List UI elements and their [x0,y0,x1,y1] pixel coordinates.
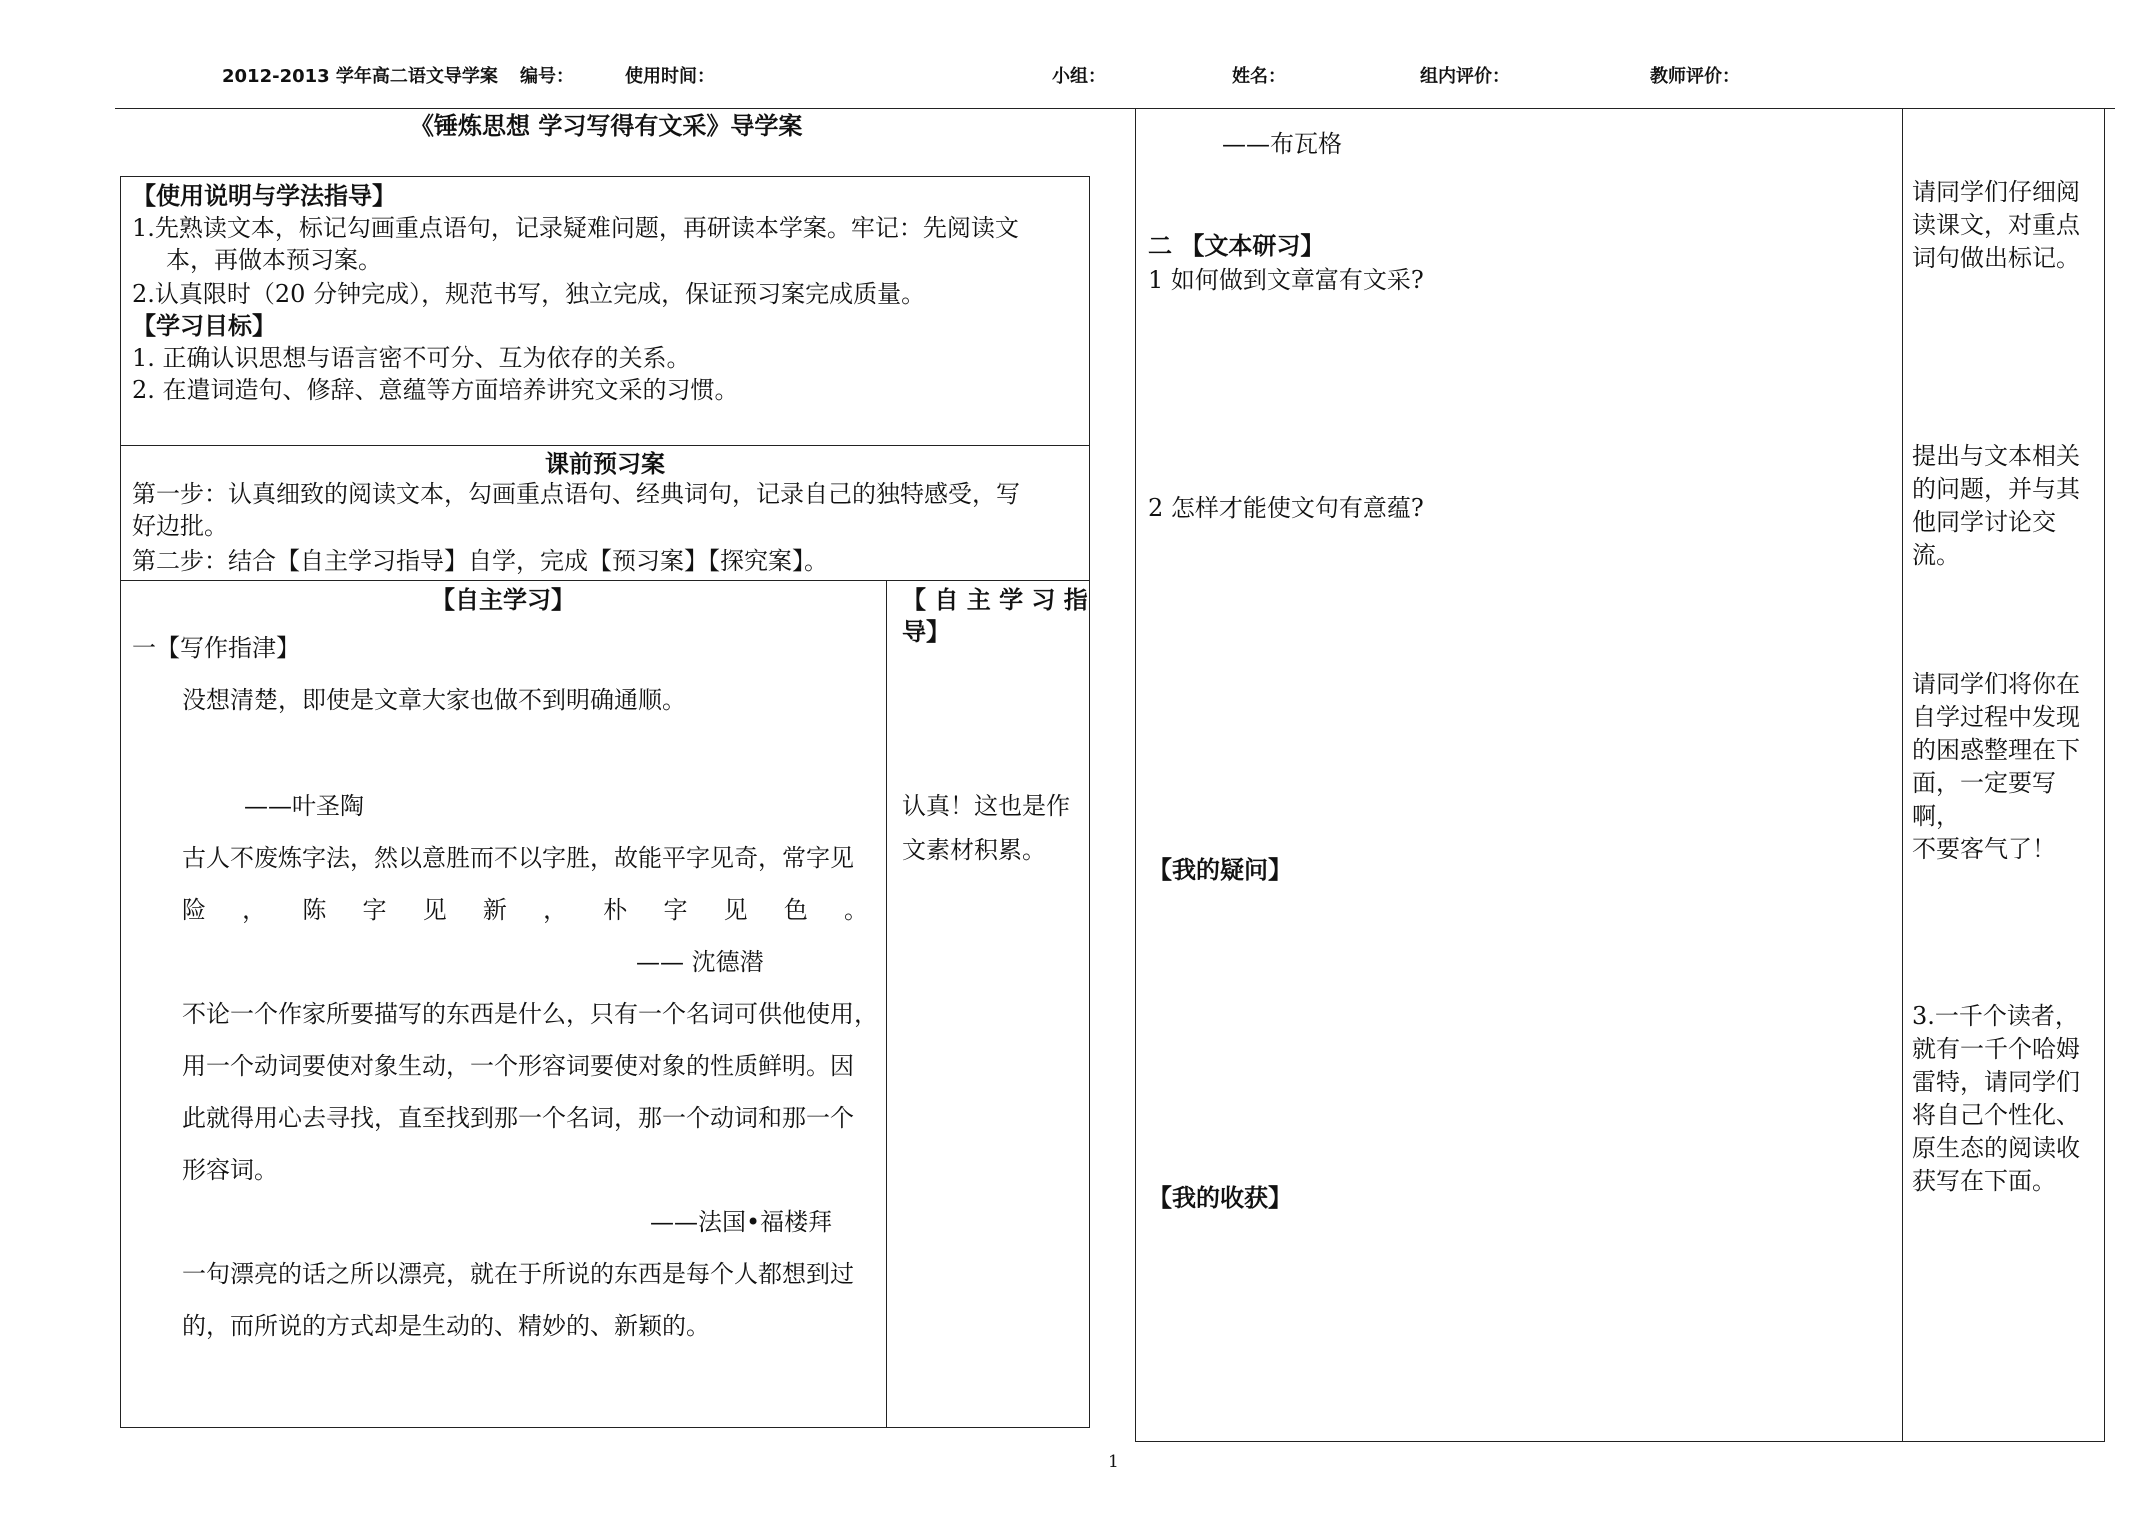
name-label: 姓名： [1232,66,1286,87]
instruction-item-1: 1.先熟读文本，标记勾画重点语句，记录疑难问题，再研读本学案。牢记：先阅读文 [132,214,1019,242]
instruction-item-1-cont: 本，再做本预习案。 [166,246,382,274]
guide-note-cont: 文素材积累。 [902,836,1046,864]
goal-1: 1. 正确认识思想与语言密不可分、互为依存的关系。 [132,344,691,372]
side-note-line: 读课文，对重点 [1912,211,2080,239]
guide-heading: 【 自 主 学 习 指 [902,586,1088,614]
side-note-line: 请同学们将你在 [1912,670,2080,698]
side-note-line: 提出与文本相关 [1912,442,2080,470]
author-3: ——法国•福楼拜 [650,1208,833,1236]
quote-4: 一句漂亮的话之所以漂亮，就在于所说的东西是每个人都想到过 [182,1260,854,1288]
instructions-heading: 【使用说明与学法指导】 [132,182,396,210]
document-title: 《锤炼思想 学习写得有文采》导学案 [410,112,803,140]
goal-2: 2. 在遣词造句、修辞、意蕴等方面培养讲究文采的习惯。 [132,376,739,404]
question-2: 2 怎样才能使文句有意蕴? [1148,494,1424,522]
author-1: ——叶圣陶 [244,792,364,820]
quote-3-cont-1: 用一个动词要使对象生动，一个形容词要使对象的性质鲜明。因 [182,1052,854,1080]
my-gains-heading: 【我的收获】 [1148,1184,1292,1212]
page-number: 1 [1108,1452,1119,1472]
side-note-line: 面，一定要写啊， [1912,769,2056,830]
side-note-line: 词句做出标记。 [1912,244,2080,272]
side-note-line: 就有一千个哈姆 [1912,1035,2080,1063]
side-note-line: 不要客气了！ [1912,835,2056,863]
quote-3: 不论一个作家所要描写的东西是什么，只有一个名词可供他使用， [182,1000,878,1028]
quote-4-cont: 的，而所说的方式却是生动的、精妙的、新颖的。 [182,1312,710,1340]
side-note-line: 原生态的阅读收 [1912,1134,2080,1162]
quote-2: 古人不废炼字法，然以意胜而不以字胜，故能平字见奇，常字见 [182,844,854,872]
divider-guide-column [886,580,887,1428]
side-note-discuss [1912,440,2102,572]
side-note-line: 雷特，请同学们 [1912,1068,2080,1096]
divider-side-column [1902,108,1903,1442]
side-note-line: 获写在下面。 [1912,1167,2056,1195]
author-2: —— 沈德潜 [636,948,764,976]
side-note-doubts [1912,668,2102,866]
author-top: ——布瓦格 [1222,130,1342,158]
use-time-label: 使用时间： [625,66,715,87]
guide-note: 认真！这也是作 [902,792,1070,820]
group-eval-label: 组内评价： [1420,66,1510,87]
side-note-line: 请同学们仔细阅 [1912,178,2080,206]
quote-3-cont-2: 此就得用心去寻找，直至找到那一个名词，那一个动词和那一个 [182,1104,854,1132]
writing-guide-heading: 一【写作指津】 [132,634,300,662]
goals-heading: 【学习目标】 [132,312,276,340]
preview-step-1-cont: 好边批。 [132,512,228,540]
side-note-line: 3.一千个读者， [1912,1002,2079,1030]
side-note-line: 他同学讨论交流。 [1912,508,2056,569]
self-study-heading: 【自主学习】 [431,586,575,614]
preview-heading: 课前预习案 [545,450,665,478]
group-label: 小组： [1052,66,1106,87]
my-questions-heading: 【我的疑问】 [1148,856,1292,884]
teacher-eval-label: 教师评价： [1650,66,1740,87]
school-year-label: 2012-2013 学年高二语文导学案 [222,66,498,87]
side-note-gains [1912,1000,2102,1198]
preview-step-2: 第二步：结合【自主学习指导】自学，完成【预习案】【探究案】。 [132,547,828,575]
question-1: 1 如何做到文章富有文采? [1148,266,1424,294]
text-study-heading: 二 【文本研习】 [1148,232,1325,260]
side-note-mark-text [1912,176,2102,275]
quote-2-cont: 险 ， 陈 字 见 新 ， 朴 字 见 色 。 [182,896,868,924]
divider-instructions [120,445,1090,446]
number-label: 编号： [520,66,574,87]
divider-preview [120,580,1090,581]
side-note-line: 的问题，并与其 [1912,475,2080,503]
quote-1: 没想清楚，即使是文章大家也做不到明确通顺。 [182,686,686,714]
side-note-line: 的困惑整理在下 [1912,736,2080,764]
side-note-line: 自学过程中发现 [1912,703,2080,731]
preview-step-1: 第一步：认真细致的阅读文本，勾画重点语句、经典词句，记录自己的独特感受，写 [132,480,1020,508]
quote-3-cont-3: 形容词。 [182,1156,278,1184]
side-note-line: 将自己个性化、 [1912,1101,2080,1129]
guide-heading-cont: 导】 [902,618,950,646]
instruction-item-2: 2.认真限时（20 分钟完成），规范书写，独立完成，保证预习案完成质量。 [132,280,926,308]
